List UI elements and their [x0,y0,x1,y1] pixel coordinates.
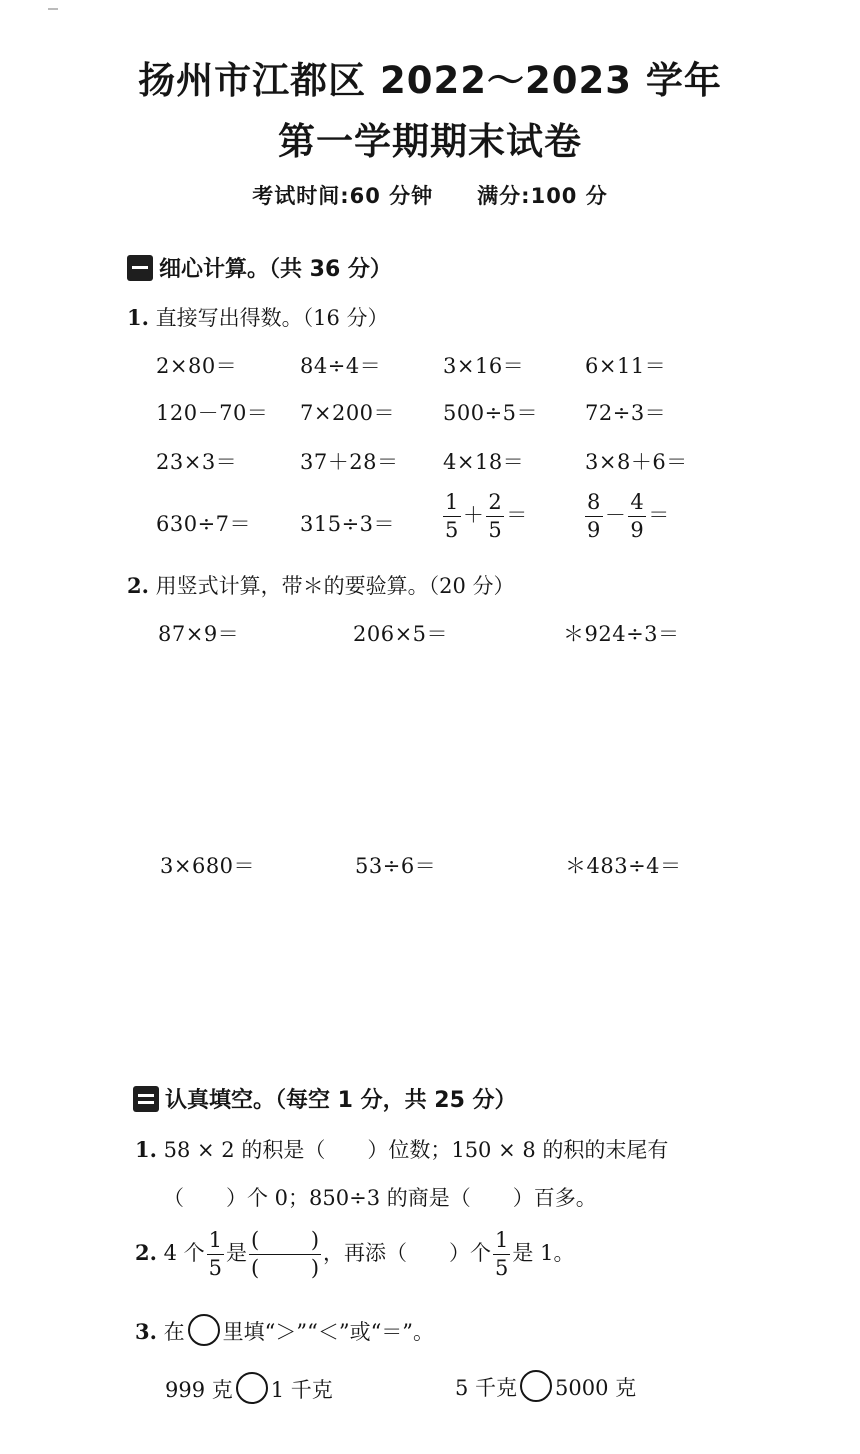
question-text-pre: 4 个 [163,1241,205,1265]
operator: － [604,503,627,527]
exam-title-line2: 第一学期期末试卷 [278,120,582,163]
oral-calc-item: 630÷7＝ [156,512,252,536]
oral-calc-item: 7×200＝ [300,401,396,425]
exam-title-line1: 扬州市江都区 2022～2023 学年 [138,59,722,102]
question-1-1 [127,302,389,332]
section-two-heading [133,1083,517,1114]
oral-calc-item: 37＋28＝ [300,450,399,474]
section-one-title: 细心计算。（共 36 分） [159,257,392,282]
oral-calc-item: 3×8＋6＝ [585,450,688,474]
question-text-post: 里填“＞”“＜”或“＝”。 [222,1320,435,1344]
numerator: 4 [628,492,646,517]
denominator: 9 [587,518,601,542]
oral-calc-item: 72÷3＝ [585,401,667,425]
denominator: 5 [488,518,503,542]
section-one-badge-icon [127,255,153,281]
equals-sign: ＝ [506,503,528,527]
oral-calc-item: 2×80＝ [156,354,238,378]
numerator: 1 [493,1230,510,1255]
exam-info: 考试时间:60 分钟 满分:100 分 [252,184,608,208]
question-text-mid: 是 [226,1241,248,1265]
oral-calc-item: 6×11＝ [585,354,667,378]
fraction [207,1230,224,1279]
compare-item-right [455,1370,636,1402]
vertical-calc-item: 206×5＝ [353,622,449,646]
oral-calc-item: 315÷3＝ [300,512,396,536]
numerator: 2 [486,492,504,517]
fraction [443,492,461,541]
blank-denominator [251,1255,319,1279]
paren-left: ( [251,1256,260,1280]
compare-left-value: 5 千克 [455,1376,518,1400]
question-text: 用竖式计算，带＊的要验算。（20 分） [155,574,515,598]
vertical-calc-item: ＊483÷4＝ [565,854,682,878]
numerator: 1 [443,492,461,517]
denominator: 9 [630,518,645,542]
equals-sign: ＝ [648,503,670,527]
paren-right: ) [310,1256,320,1280]
oral-calc-item: 3×16＝ [443,354,525,378]
blank-numerator [249,1230,321,1255]
circle-blank-icon [188,1314,220,1346]
section-two-badge-icon [133,1086,159,1112]
vertical-calc-item: ＊924÷3＝ [563,622,680,646]
compare-item-left [165,1372,333,1404]
compare-circle-blank[interactable] [236,1372,268,1404]
question-number: 3. [135,1319,157,1344]
vertical-calc-item: 87×9＝ [158,622,240,646]
denominator: 5 [445,518,459,542]
compare-left-value: 999 克 [165,1378,233,1402]
question-2-3 [135,1314,434,1346]
paren-right: ) [310,1228,320,1252]
section-two-title: 认真填空。（每空 1 分，共 25 分） [165,1088,517,1113]
question-text-end: 是 1。 [512,1241,575,1265]
question-2-1-line2: （ ）个 0；850÷3 的商是（ ）百多。 [163,1186,597,1210]
fraction [493,1230,510,1279]
paren-left: ( [251,1228,260,1252]
compare-circle-blank[interactable] [520,1370,552,1402]
question-text-post: ，再添（ ）个 [323,1241,492,1265]
oral-calc-item: 120－70＝ [156,401,269,425]
question-2-2 [135,1230,574,1279]
oral-calc-item: 4×18＝ [443,450,525,474]
compare-right-value: 5000 克 [555,1376,637,1400]
vertical-calc-item: 53÷6＝ [355,854,437,878]
oral-calc-item: 23×3＝ [156,450,238,474]
compare-right-value: 1 千克 [270,1378,333,1402]
numerator: 1 [207,1230,224,1255]
fraction-diff-item [583,492,670,541]
blank-fraction [249,1230,321,1279]
fraction [585,492,603,541]
fraction [486,492,504,541]
fraction [628,492,646,541]
vertical-calc-item: 3×680＝ [160,854,256,878]
operator: ＋ [462,503,485,527]
oral-calc-item: 500÷5＝ [443,401,539,425]
denominator: 5 [495,1256,509,1280]
question-text-line1: 58 × 2 的积是（ ）位数；150 × 8 的积的末尾有 [163,1138,669,1162]
oral-calc-item: 84÷4＝ [300,354,382,378]
scan-mark [48,8,58,10]
question-number: 2. [127,573,149,598]
question-number: 1. [127,305,149,330]
fraction-sum-item [441,492,528,541]
question-1-2 [127,570,515,600]
question-text-pre: 在 [163,1320,185,1344]
question-number: 2. [135,1240,157,1265]
question-number: 1. [135,1137,157,1162]
section-one-heading [127,252,392,283]
denominator: 5 [208,1256,223,1280]
question-2-1 [135,1134,668,1164]
numerator: 8 [585,492,603,517]
question-text: 直接写出得数。（16 分） [155,306,389,330]
